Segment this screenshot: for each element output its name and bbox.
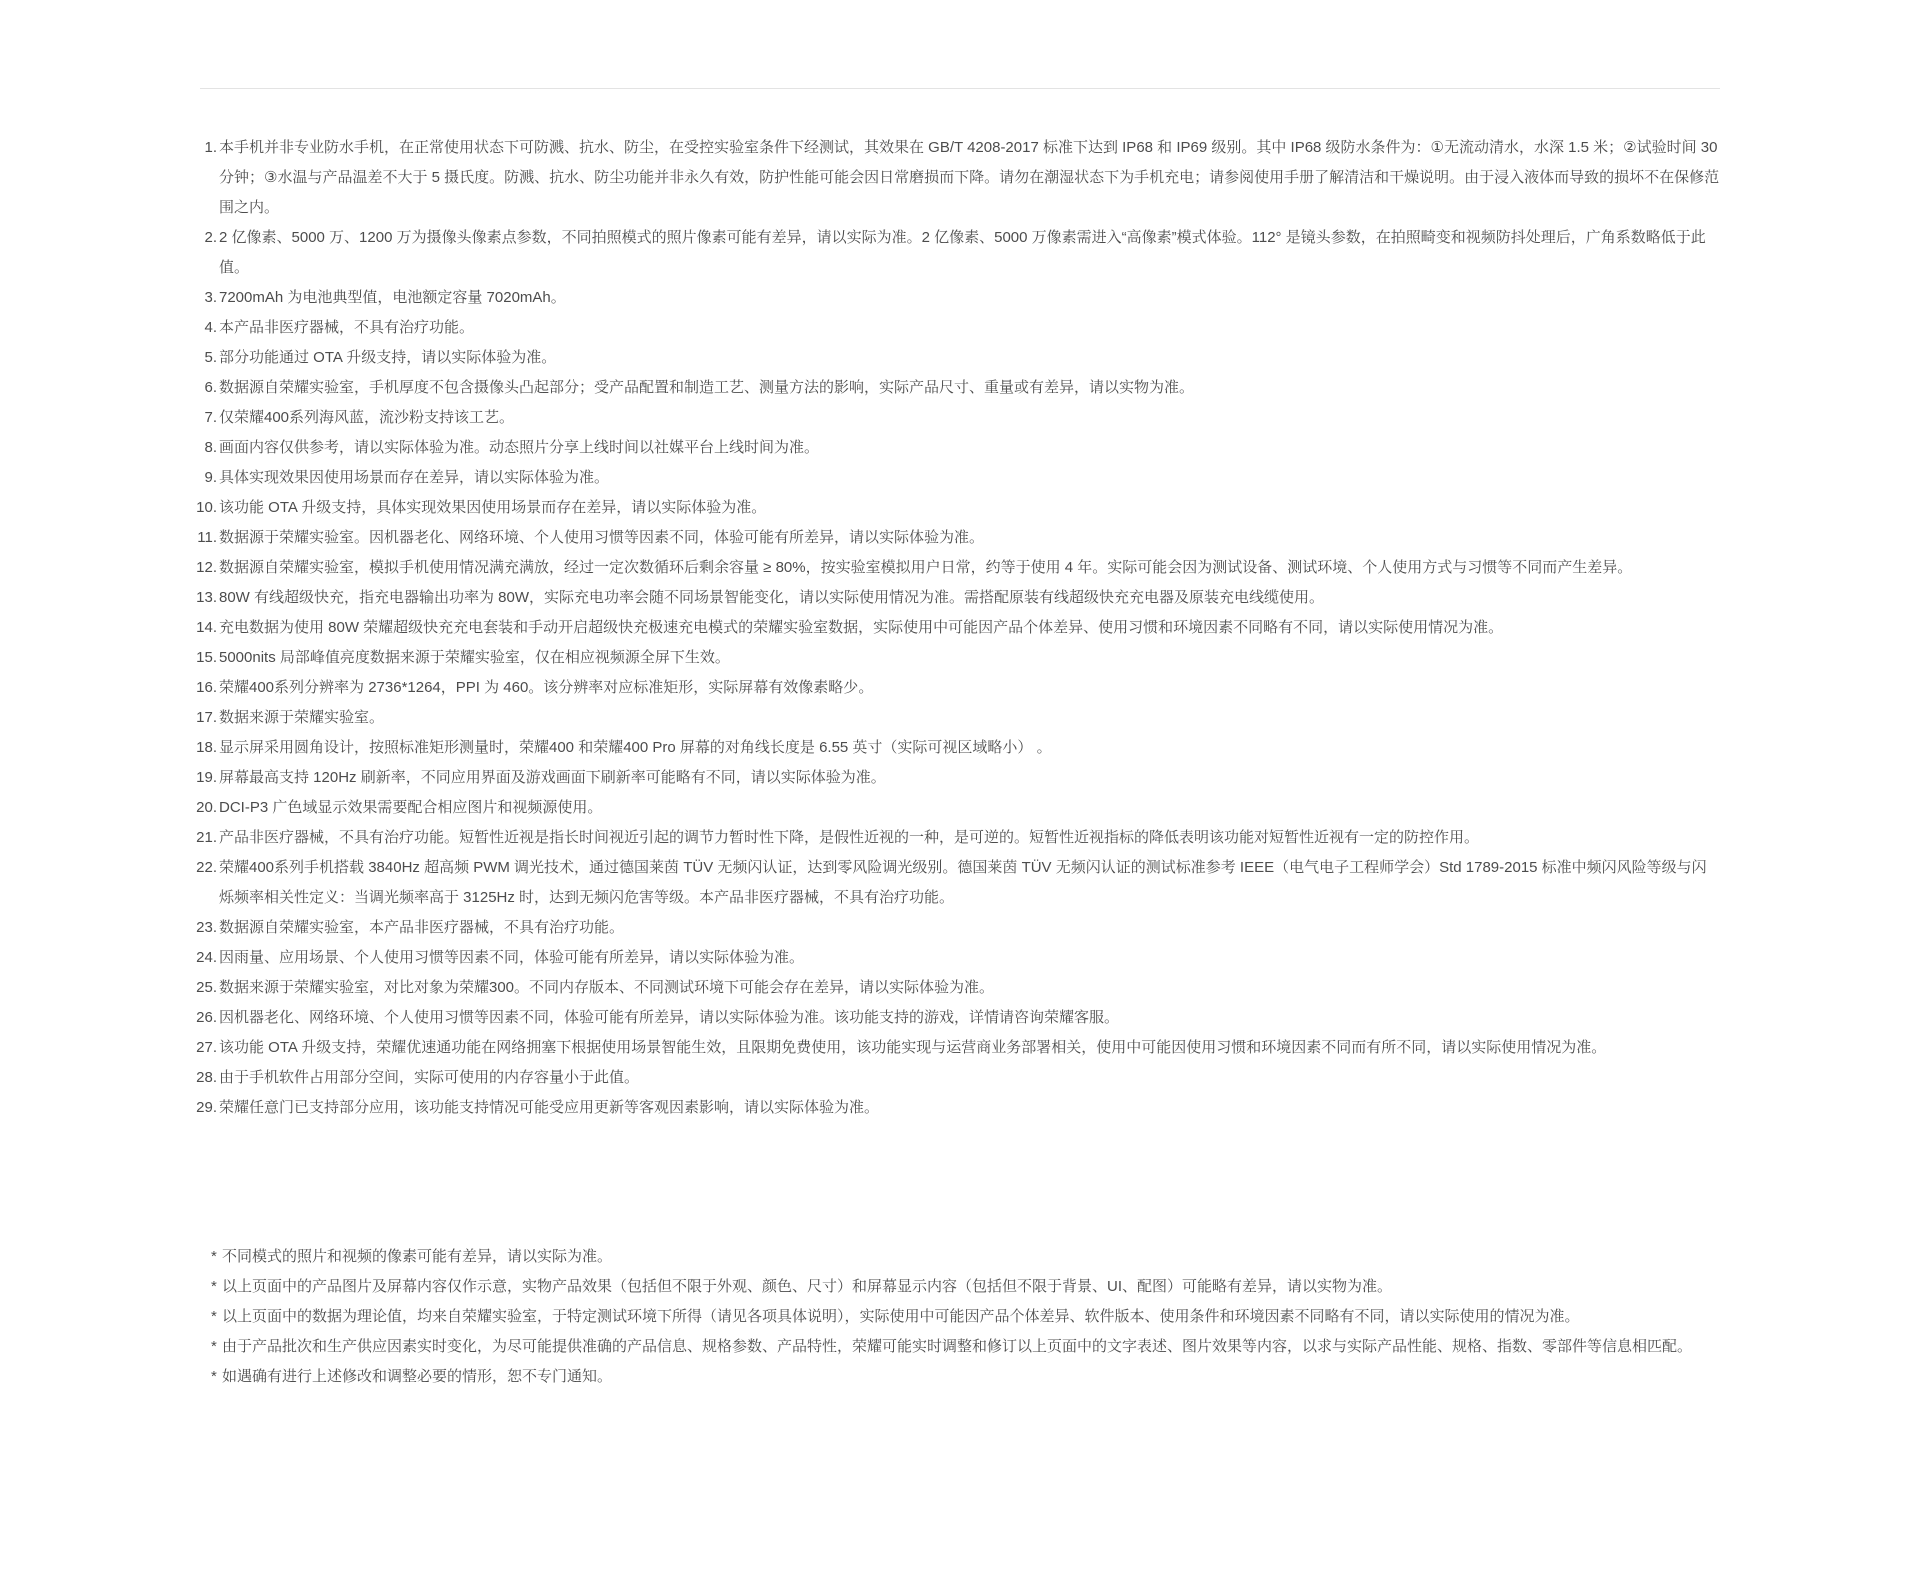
asterisk-marker: * xyxy=(211,1368,217,1385)
note-number: 10. xyxy=(196,499,217,516)
note-number: 16. xyxy=(196,679,217,696)
asterisk-marker: * xyxy=(211,1308,217,1325)
note-text: 数据源自荣耀实验室，本产品非医疗器械，不具有治疗功能。 xyxy=(219,919,625,936)
note-text: 该功能 OTA 升级支持，荣耀优速通功能在网络拥塞下根据使用场景智能生效，且限期免费使用，该功能实现与运营商业务部署相关，使用中可能因使用习惯和环境因素不同而有所不同，请以实际使用情况为准。 xyxy=(219,1039,1607,1056)
note-text: 本产品非医疗器械，不具有治疗功能。 xyxy=(219,319,475,336)
list-item xyxy=(194,793,1720,823)
list-item xyxy=(194,403,1720,433)
footnote-text: 以上页面中的数据为理论值，均来自荣耀实验室，于特定测试环境下所得（请见各项具体说明），实际使用中可能因产品个体差异、软件版本、使用条件和环境因素不同略有不同，请以实际使用的情况为准。 xyxy=(222,1308,1580,1325)
note-number: 2. xyxy=(204,229,217,246)
footnote-item xyxy=(211,1272,1711,1302)
note-text: 7200mAh 为电池典型值，电池额定容量 7020mAh。 xyxy=(219,289,566,306)
note-text: 具体实现效果因使用场景而存在差异，请以实际体验为准。 xyxy=(219,469,610,486)
note-text: 80W 有线超级快充，指充电器输出功率为 80W，实际充电功率会随不同场景智能变化，请以实际使用情况为准。需搭配原装有线超级快充充电器及原装充电线缆使用。 xyxy=(219,589,1325,606)
note-text: 数据源自荣耀实验室，模拟手机使用情况满充满放，经过一定次数循环后剩余容量 ≥ 80%，按实验室模拟用户日常，约等于使用 4 年。实际可能会因为测试设备、测试环境、个人使用方式与习惯等不同而产生差异。 xyxy=(219,559,1633,576)
note-text: 产品非医疗器械，不具有治疗功能。短暂性近视是指长时间视近引起的调节力暂时性下降，是假性近视的一种，是可逆的。短暂性近视指标的降低表明该功能对短暂性近视有一定的防控作用。 xyxy=(219,829,1480,846)
asterisk-marker: * xyxy=(211,1248,217,1265)
note-number: 21. xyxy=(196,829,217,846)
list-item xyxy=(194,643,1720,673)
list-item xyxy=(194,763,1720,793)
note-number: 19. xyxy=(196,769,217,786)
list-item xyxy=(194,133,1720,223)
note-text: 因雨量、应用场景、个人使用习惯等因素不同，体验可能有所差异，请以实际体验为准。 xyxy=(219,949,805,966)
list-item xyxy=(194,613,1720,643)
list-item xyxy=(194,463,1720,493)
list-item xyxy=(194,523,1720,553)
footnote-item xyxy=(211,1302,1711,1332)
note-text: 该功能 OTA 升级支持，具体实现效果因使用场景而存在差异，请以实际体验为准。 xyxy=(219,499,767,516)
note-number: 25. xyxy=(196,979,217,996)
top-divider xyxy=(200,88,1720,89)
note-text: 荣耀400系列手机搭载 3840Hz 超高频 PWM 调光技术，通过德国莱茵 TÜV 无频闪认证，达到零风险调光级别。德国莱茵 TÜV 无频闪认证的测试标准参考 IEEE（电气电子工程师学会）Std 1789-2015 标准中频闪风险等级与闪烁频率相关性定义：当调光频率高于 3125Hz 时，达到无频闪危害等级。本产品非医疗器械，不具有治疗功能。 xyxy=(219,859,1707,906)
list-item xyxy=(194,553,1720,583)
list-item xyxy=(194,673,1720,703)
list-item xyxy=(194,343,1720,373)
footnote-text: 由于产品批次和生产供应因素实时变化，为尽可能提供准确的产品信息、规格参数、产品特性，荣耀可能实时调整和修订以上页面中的文字表述、图片效果等内容，以求与实际产品性能、规格、指数、零部件等信息相匹配。 xyxy=(222,1338,1693,1355)
note-text: 屏幕最高支持 120Hz 刷新率，不同应用界面及游戏画面下刷新率可能略有不同，请以实际体验为准。 xyxy=(219,769,886,786)
list-item xyxy=(194,853,1720,913)
note-text: 画面内容仅供参考，请以实际体验为准。动态照片分享上线时间以社媒平台上线时间为准。 xyxy=(219,439,820,456)
list-item xyxy=(194,1033,1720,1063)
note-number: 3. xyxy=(204,289,217,306)
list-item xyxy=(194,913,1720,943)
note-number: 7. xyxy=(204,409,217,426)
note-number: 8. xyxy=(204,439,217,456)
footnote-text: 如遇确有进行上述修改和调整必要的情形，恕不专门通知。 xyxy=(222,1368,613,1385)
note-text: 5000nits 局部峰值亮度数据来源于荣耀实验室，仅在相应视频源全屏下生效。 xyxy=(219,649,730,666)
list-item xyxy=(194,1093,1720,1123)
note-text: 仅荣耀400系列海风蓝，流沙粉支持该工艺。 xyxy=(219,409,515,426)
note-text: 数据源自荣耀实验室，手机厚度不包含摄像头凸起部分；受产品配置和制造工艺、测量方法的影响，实际产品尺寸、重量或有差异，请以实物为准。 xyxy=(219,379,1195,396)
note-number: 26. xyxy=(196,1009,217,1026)
note-text: 本手机并非专业防水手机，在正常使用状态下可防溅、抗水、防尘，在受控实验室条件下经测试，其效果在 GB/T 4208-2017 标准下达到 IP68 和 IP69 级别。其中 IP68 级防水条件为：①无流动清水，水深 1.5 米；②试验时间 30 分钟；③水温与产品温差不大于 5 摄氏度。防溅、抗水、防尘功能并非永久有效，防护性能可能会因日常磨损而下降。请勿在潮湿状态下为手机充电；请参阅使用手册了解清洁和干燥说明。由于浸入液体而导致的损坏不在保修范围之内。 xyxy=(219,139,1720,216)
note-number: 28. xyxy=(196,1069,217,1086)
note-number: 11. xyxy=(197,529,217,546)
note-text: 由于手机软件占用部分空间，实际可使用的内存容量小于此值。 xyxy=(219,1069,640,1086)
note-number: 4. xyxy=(204,319,217,336)
note-number: 23. xyxy=(196,919,217,936)
list-item xyxy=(194,493,1720,523)
note-number: 13. xyxy=(196,589,217,606)
note-text: 2 亿像素、5000 万、1200 万为摄像头像素点参数，不同拍照模式的照片像素可能有差异，请以实际为准。2 亿像素、5000 万像素需进入“高像素”模式体验。112° 是镜头参数，在拍照畸变和视频防抖处理后，广角系数略低于此值。 xyxy=(219,229,1706,276)
list-item xyxy=(194,973,1720,1003)
note-text: 显示屏采用圆角设计，按照标准矩形测量时，荣耀400 和荣耀400 Pro 屏幕的对角线长度是 6.55 英寸（实际可视区域略小） 。 xyxy=(219,739,1052,756)
note-number: 18. xyxy=(196,739,217,756)
note-number: 27. xyxy=(196,1039,217,1056)
note-text: 荣耀400系列分辨率为 2736*1264，PPI 为 460。该分辨率对应标准矩形，实际屏幕有效像素略少。 xyxy=(219,679,874,696)
list-item xyxy=(194,703,1720,733)
list-item xyxy=(194,313,1720,343)
note-text: 因机器老化、网络环境、个人使用习惯等因素不同，体验可能有所差异，请以实际体验为准。该功能支持的游戏，详情请咨询荣耀客服。 xyxy=(219,1009,1120,1026)
note-text: 部分功能通过 OTA 升级支持，请以实际体验为准。 xyxy=(219,349,557,366)
disclaimer-list xyxy=(194,133,1720,1123)
note-number: 29. xyxy=(196,1099,217,1116)
note-number: 24. xyxy=(196,949,217,966)
list-item xyxy=(194,943,1720,973)
note-number: 6. xyxy=(204,379,217,396)
footnote-item xyxy=(211,1242,1711,1272)
list-item xyxy=(194,433,1720,463)
footnote-item xyxy=(211,1332,1711,1362)
note-number: 5. xyxy=(204,349,217,366)
list-item xyxy=(194,283,1720,313)
footnote-text: 以上页面中的产品图片及屏幕内容仅作示意，实物产品效果（包括但不限于外观、颜色、尺寸）和屏幕显示内容（包括但不限于背景、UI、配图）可能略有差异，请以实物为准。 xyxy=(222,1278,1393,1295)
note-text: DCI-P3 广色域显示效果需要配合相应图片和视频源使用。 xyxy=(219,799,603,816)
note-text: 荣耀任意门已支持部分应用，该功能支持情况可能受应用更新等客观因素影响，请以实际体验为准。 xyxy=(219,1099,880,1116)
note-number: 9. xyxy=(204,469,217,486)
note-number: 1. xyxy=(204,139,217,156)
list-item xyxy=(194,223,1720,283)
list-item xyxy=(194,1063,1720,1093)
note-number: 14. xyxy=(196,619,217,636)
note-number: 20. xyxy=(196,799,217,816)
note-number: 15. xyxy=(196,649,217,666)
asterisk-marker: * xyxy=(211,1278,217,1295)
asterisk-marker: * xyxy=(211,1338,217,1355)
footnote-text: 不同模式的照片和视频的像素可能有差异，请以实际为准。 xyxy=(222,1248,613,1265)
note-number: 22. xyxy=(196,859,217,876)
footnote-item xyxy=(211,1362,1711,1392)
note-text: 充电数据为使用 80W 荣耀超级快充充电套装和手动开启超级快充极速充电模式的荣耀实验室数据，实际使用中可能因产品个体差异、使用习惯和环境因素不同略有不同，请以实际使用情况为准。 xyxy=(219,619,1504,636)
list-item xyxy=(194,1003,1720,1033)
note-number: 12. xyxy=(196,559,217,576)
note-text: 数据来源于荣耀实验室。 xyxy=(219,709,385,726)
note-text: 数据来源于荣耀实验室，对比对象为荣耀300。不同内存版本、不同测试环境下可能会存在差异，请以实际体验为准。 xyxy=(219,979,995,996)
list-item xyxy=(194,823,1720,853)
note-text: 数据源于荣耀实验室。因机器老化、网络环境、个人使用习惯等因素不同，体验可能有所差异，请以实际体验为准。 xyxy=(219,529,985,546)
list-item xyxy=(194,583,1720,613)
note-number: 17. xyxy=(196,709,217,726)
list-item xyxy=(194,373,1720,403)
footnote-list xyxy=(211,1242,1711,1392)
list-item xyxy=(194,733,1720,763)
